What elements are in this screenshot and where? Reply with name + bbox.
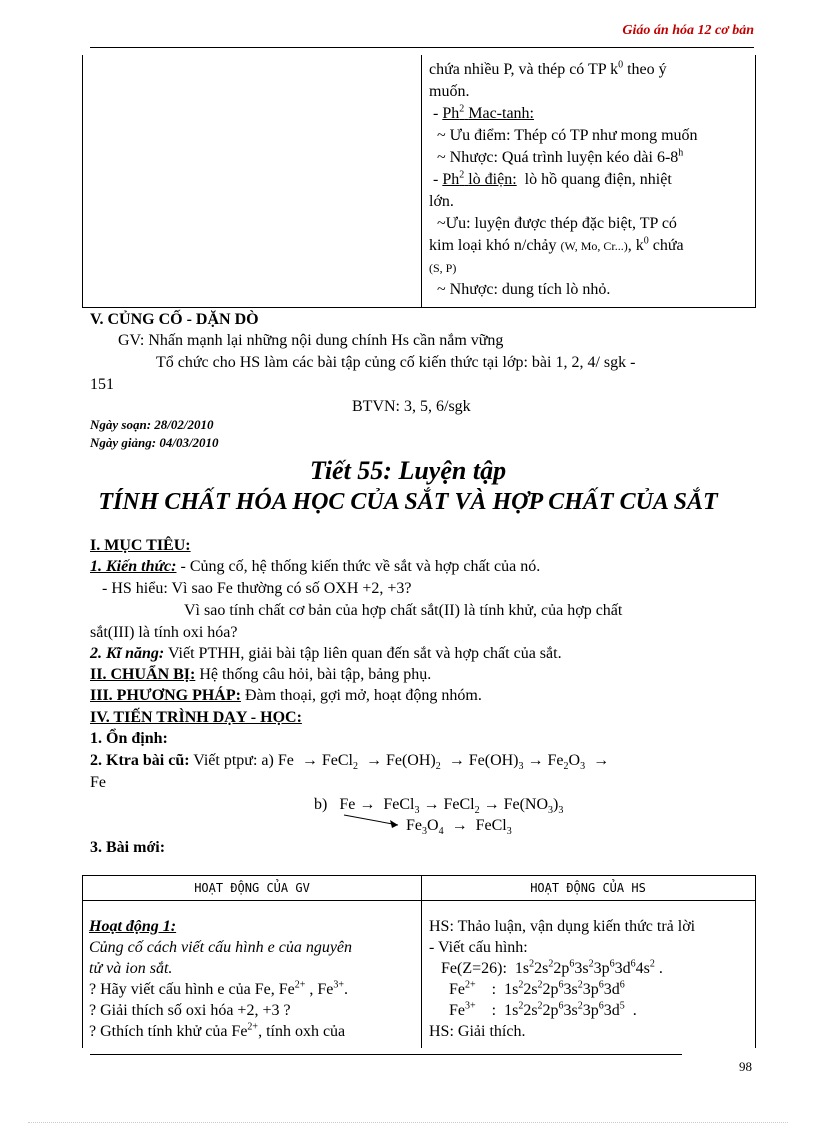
consolidation-line-1: GV: Nhấn mạnh lại những nội dung chính Hs cần nắm vững [118,332,504,349]
preparation-line: II. CHUẨN BỊ: Hệ thống câu hỏi, bài tập, bảng phụ. [90,666,432,683]
hs-understand-line: - HS hiểu: Vì sao Fe thường có số OXH +2, +3? [102,580,412,597]
text-line: muốn. [429,83,470,100]
text-line: ~ Nhược: Quá trình luyện kéo dài 6-8$^h$ [437,147,684,166]
date-taught: Ngày giảng: 04/03/2010 [90,435,219,450]
branch-arrow-icon [342,812,406,830]
step-2-reaction-b-branch: $Fe_3O_4$ → FeCl$_3$ [406,817,512,838]
header-title: Giáo án hóa 12 cơ bản [622,23,754,38]
skills-line: 2. Kĩ năng: Viết PTHH, giải bài tập liên quan đến sắt và hợp chất của sắt. [90,645,562,662]
table-divider [421,55,422,307]
text-line: - Ph$^2$ lò điện: lò hồ quang điện, nhiệt [433,169,672,188]
step-1: 1. Ổn định: [90,730,168,747]
text-line: (S, P) [429,261,457,275]
text-line: - Viết cấu hình: [429,939,528,956]
text-line: ? Giải thích số oxi hóa +2, +3 ? [89,1002,291,1019]
consolidation-line-3: 151 [90,376,114,393]
teacher-cell [89,916,415,1042]
text-line: $Fe^{3+}$ : $1s^22s^22p^63s^23p^63d^5$ . [429,1000,637,1019]
knowledge-line: 1. Kiến thức: - Củng cố, hệ thống kiến thức về sắt và hợp chất của nó. [90,558,541,575]
header-student-activity: HOẠT ĐỘNG CỦA HS [530,881,646,895]
text-line: HS: Thảo luận, vận dụng kiến thức trả lời [429,918,696,935]
section-heading-consolidation: V. CỦNG CỐ - DẶN DÒ [90,311,259,328]
student-cell [429,916,755,1042]
header-rule [90,47,754,48]
text-line: ~ Nhược: dung tích lò nhỏ. [437,281,611,298]
homework: BTVN: 3, 5, 6/sgk [352,398,471,415]
why-line-2: sắt(III) là tính oxi hóa? [90,624,238,641]
text-line: ~Ưu: luyện được thép đặc biệt, TP có [437,215,677,232]
process-heading: IV. TIẾN TRÌNH DẠY - HỌC: [90,709,302,726]
table-cell-right [429,59,755,301]
consolidation-line-2: Tổ chức cho HS làm các bài tập củng cố kiến thức tại lớp: bài 1, 2, 4/ sgk - [156,354,636,371]
text-line: - Ph$^2$ Mac-tanh: [433,103,534,122]
footer-rule [90,1054,682,1055]
text-line: HS: Giải thích. [429,1023,526,1040]
text-line: $Fe^{2+}$ : $1s^22s^22p^63s^23p^63d^6$ [429,979,625,998]
text-line: tử và ion sắt. [89,960,173,977]
activity-table [82,875,756,1048]
step-3: 3. Bài mới: [90,839,166,856]
text-line: ? Gthích tính khử của $Fe^{2+}$, tính oxh của [89,1021,346,1040]
method-table-continued [82,55,756,308]
text-line: ~ Ưu điểm: Thép có TP như mong muốn [437,127,698,144]
text-line: lớn. [429,193,454,210]
header-teacher-activity: HOẠT ĐỘNG CỦA GV [194,881,310,895]
objectives-heading: I. MỤC TIÊU: [90,537,191,554]
text-line: kim loại khó n/chảy (W, Mo, Cr...), $k^0$ chứa [429,235,684,254]
lesson-title: Tiết 55: Luyện tập [309,456,507,485]
text-line: Củng cố cách viết cấu hình e của nguyên [89,939,353,956]
table-divider [421,876,422,1048]
activity-title: Hoạt động 1: [89,918,177,935]
lesson-subtitle: TÍNH CHẤT HÓA HỌC CỦA SẮT VÀ HỢP CHẤT CỦA SẮT [98,489,718,515]
step-2-reaction-a-end: Fe [90,774,106,791]
text-line: chứa nhiều P, và thép có TP $k^0$ theo ý [429,59,667,78]
why-line-1: Vì sao tính chất cơ bản của hợp chất sắt(II) là tính khử, của hợp chất [184,602,623,619]
text-line: Fe(Z=26): $1s^22s^22p^63s^23p^63d^64s^2$ . [441,958,663,977]
method-line: III. PHƯƠNG PHÁP: Đàm thoại, gợi mở, hoạt động nhóm. [90,687,482,704]
step-2-reaction-a: 2. Ktra bài cũ: Viết ptpư: a) Fe → FeCl$_2$ → $Fe(OH)_2 \to Fe(OH)_3 \to Fe_2O_3$ → [90,752,610,773]
text-line: ? Hãy viết cấu hình e của Fe, $Fe^{2+}$ , $Fe^{3+}$. [89,979,348,998]
page-number: 98 [739,1059,752,1074]
step-2-reaction-b: b) Fe → FeCl$_3$ → FeCl$_2$ → $Fe(NO_3)_3$ [314,796,564,817]
date-prepared: Ngày soạn: 28/02/2010 [90,417,214,432]
